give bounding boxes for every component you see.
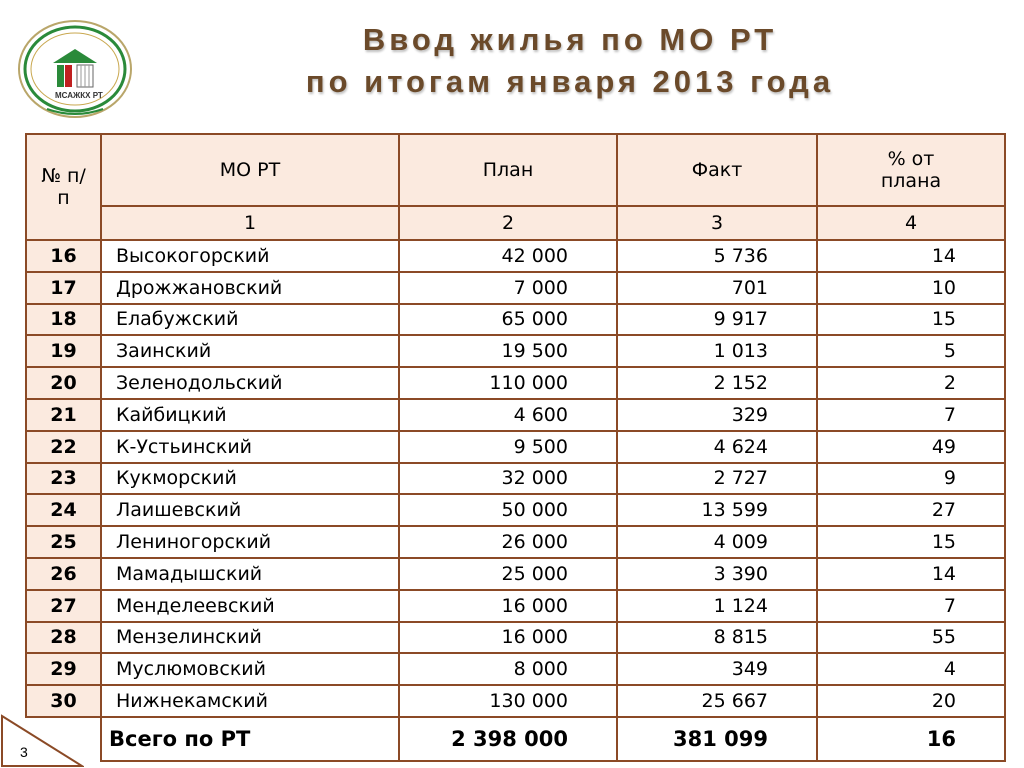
header-plan: План — [399, 134, 617, 206]
row-pct: 14 — [817, 558, 1005, 590]
ministry-emblem-icon — [17, 19, 133, 123]
table-row — [26, 367, 1005, 399]
row-name: Нижнекамский — [101, 685, 399, 717]
total-pct: 16 — [817, 717, 1005, 761]
header-num-label: № п/п — [41, 165, 86, 209]
row-name: Лаишевский — [101, 494, 399, 526]
row-name: Муслюмовский — [101, 653, 399, 685]
row-plan: 8 000 — [399, 653, 617, 685]
total-name: Всего по РТ — [101, 717, 399, 761]
row-plan: 16 000 — [399, 622, 617, 654]
row-num: 21 — [26, 399, 101, 431]
row-name: Дрожжановский — [101, 272, 399, 304]
row-name: Мензелинский — [101, 622, 399, 654]
total-plan: 2 398 000 — [399, 717, 617, 761]
logo-text: МСАЖКХ РТ — [55, 91, 103, 100]
row-name: Кайбицкий — [101, 399, 399, 431]
row-pct: 20 — [817, 685, 1005, 717]
row-fact: 329 — [617, 399, 817, 431]
table-row — [26, 240, 1005, 272]
housing-table — [25, 133, 1006, 762]
table-row — [26, 463, 1005, 495]
row-name: Лениногорский — [101, 526, 399, 558]
row-pct: 5 — [817, 335, 1005, 367]
row-name: Заинский — [101, 335, 399, 367]
row-plan: 7 000 — [399, 272, 617, 304]
row-pct: 15 — [817, 304, 1005, 336]
row-num: 27 — [26, 590, 101, 622]
table-row — [26, 335, 1005, 367]
row-plan: 26 000 — [399, 526, 617, 558]
row-fact: 4 009 — [617, 526, 817, 558]
row-fact: 2 727 — [617, 463, 817, 495]
row-plan: 110 000 — [399, 367, 617, 399]
table-row — [26, 558, 1005, 590]
row-num: 19 — [26, 335, 101, 367]
row-pct: 49 — [817, 431, 1005, 463]
row-pct: 7 — [817, 590, 1005, 622]
page-title-line2: по итогам января 2013 года — [305, 64, 835, 99]
row-pct: 15 — [817, 526, 1005, 558]
table-row — [26, 272, 1005, 304]
row-fact: 1 013 — [617, 335, 817, 367]
col-number-3: 3 — [617, 206, 817, 240]
row-fact: 2 152 — [617, 367, 817, 399]
row-plan: 9 500 — [399, 431, 617, 463]
row-pct: 10 — [817, 272, 1005, 304]
row-num: 25 — [26, 526, 101, 558]
row-name: Менделеевский — [101, 590, 399, 622]
table-row — [26, 685, 1005, 717]
table-row — [26, 431, 1005, 463]
row-plan: 65 000 — [399, 304, 617, 336]
row-fact: 5 736 — [617, 240, 817, 272]
row-pct: 27 — [817, 494, 1005, 526]
row-plan: 16 000 — [399, 590, 617, 622]
row-fact: 1 124 — [617, 590, 817, 622]
row-pct: 7 — [817, 399, 1005, 431]
header-fact: Факт — [617, 134, 817, 206]
table-row — [26, 526, 1005, 558]
row-pct: 55 — [817, 622, 1005, 654]
row-plan: 50 000 — [399, 494, 617, 526]
row-fact: 349 — [617, 653, 817, 685]
row-name: Высокогорский — [101, 240, 399, 272]
row-name: Зеленодольский — [101, 367, 399, 399]
page-title-line1: Ввод жилья по МО РТ — [362, 22, 778, 57]
table-row — [26, 590, 1005, 622]
row-fact: 8 815 — [617, 622, 817, 654]
header-pct-label: % от плана — [880, 148, 942, 192]
row-name: Елабужский — [101, 304, 399, 336]
row-num: 17 — [26, 272, 101, 304]
row-num: 30 — [26, 685, 101, 717]
row-num: 20 — [26, 367, 101, 399]
row-pct: 2 — [817, 367, 1005, 399]
row-num: 22 — [26, 431, 101, 463]
row-plan: 130 000 — [399, 685, 617, 717]
row-num: 24 — [26, 494, 101, 526]
table-row — [26, 622, 1005, 654]
row-pct: 4 — [817, 653, 1005, 685]
row-plan: 42 000 — [399, 240, 617, 272]
table-row — [26, 494, 1005, 526]
row-plan: 25 000 — [399, 558, 617, 590]
col-number-2: 2 — [399, 206, 617, 240]
row-plan: 19 500 — [399, 335, 617, 367]
header-pct — [817, 134, 1005, 206]
table-row — [26, 399, 1005, 431]
row-num: 23 — [26, 463, 101, 495]
row-plan: 4 600 — [399, 399, 617, 431]
row-num: 16 — [26, 240, 101, 272]
table-row — [26, 304, 1005, 336]
row-fact: 25 667 — [617, 685, 817, 717]
slide-number-triangle-icon — [0, 714, 84, 768]
total-fact: 381 099 — [617, 717, 817, 761]
row-num: 29 — [26, 653, 101, 685]
row-pct: 9 — [817, 463, 1005, 495]
col-number-4: 4 — [817, 206, 1005, 240]
row-num: 18 — [26, 304, 101, 336]
row-num: 26 — [26, 558, 101, 590]
row-plan: 32 000 — [399, 463, 617, 495]
total-row — [26, 717, 1005, 761]
row-fact: 3 390 — [617, 558, 817, 590]
row-fact: 13 599 — [617, 494, 817, 526]
row-num: 28 — [26, 622, 101, 654]
row-fact: 9 917 — [617, 304, 817, 336]
row-name: Кукморский — [101, 463, 399, 495]
header-mo: МО РТ — [101, 134, 399, 206]
row-name: К-Устьинский — [101, 431, 399, 463]
header-num — [26, 134, 101, 240]
row-name: Мамадышский — [101, 558, 399, 590]
slide-number: 3 — [20, 744, 28, 760]
row-fact: 4 624 — [617, 431, 817, 463]
table-row — [26, 653, 1005, 685]
col-number-1: 1 — [101, 206, 399, 240]
row-fact: 701 — [617, 272, 817, 304]
row-pct: 14 — [817, 240, 1005, 272]
